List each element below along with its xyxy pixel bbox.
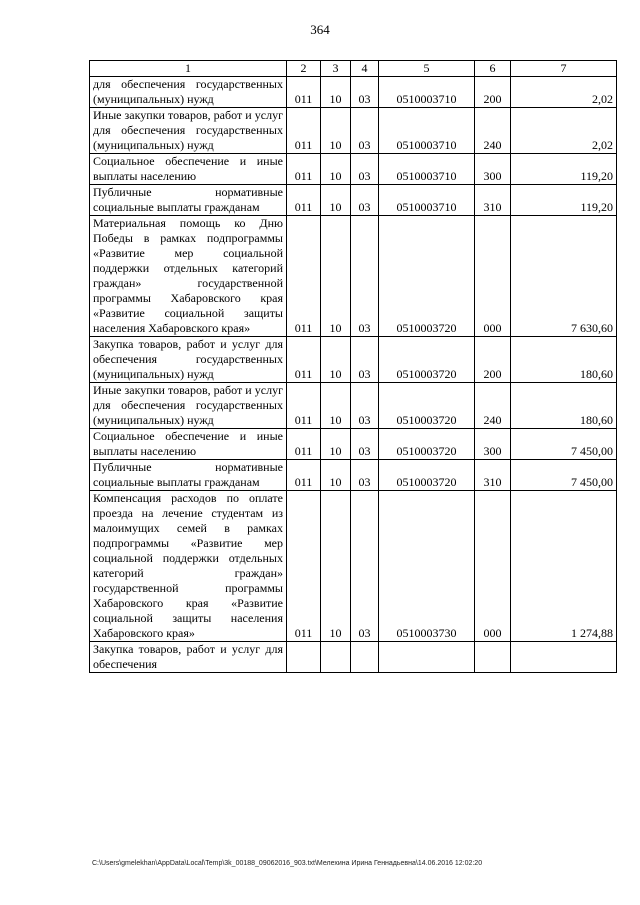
row-target-article	[379, 642, 475, 673]
table-row	[90, 77, 617, 108]
row-ministry-code: 011	[287, 108, 321, 154]
row-amount: 180,60	[511, 337, 617, 383]
row-name: Иные закупки товаров, работ и услуг для обеспечения государственных (муниципальных) нужд	[90, 108, 287, 154]
row-amount: 119,20	[511, 185, 617, 216]
header-row	[90, 61, 617, 77]
row-section: 10	[321, 337, 351, 383]
row-subsection: 03	[351, 108, 379, 154]
row-target-article: 0510003720	[379, 337, 475, 383]
row-target-article: 0510003710	[379, 77, 475, 108]
row-name: Социальное обеспечение и иные выплаты населению	[90, 429, 287, 460]
row-section: 10	[321, 185, 351, 216]
row-target-article: 0510003710	[379, 154, 475, 185]
row-amount: 180,60	[511, 383, 617, 429]
row-section: 10	[321, 77, 351, 108]
row-expense-type: 200	[475, 337, 511, 383]
row-expense-type: 310	[475, 460, 511, 491]
row-amount: 119,20	[511, 154, 617, 185]
row-name: Компенсация расходов по оплате проезда на лечение студентам из малоимущих семей в рамках подпрограммы «Развитие мер социальной поддержки отдельных категорий граждан» государственной программы Хабаровского края «Развитие социальной защиты населения Хабаровского края»	[90, 491, 287, 642]
row-ministry-code: 011	[287, 429, 321, 460]
table-row	[90, 383, 617, 429]
row-expense-type: 300	[475, 154, 511, 185]
row-target-article: 0510003720	[379, 429, 475, 460]
row-amount: 7 450,00	[511, 429, 617, 460]
table-row	[90, 154, 617, 185]
row-section: 10	[321, 216, 351, 337]
file-path-footer: C:\Users\gmelekhan\AppData\Local\Temp\3k_00188_09062016_903.txt\Мелехина Ирина Геннадьевна\14.06.2016 12:02:20	[92, 860, 483, 867]
row-target-article: 0510003710	[379, 185, 475, 216]
row-subsection: 03	[351, 216, 379, 337]
row-section	[321, 642, 351, 673]
row-expense-type: 310	[475, 185, 511, 216]
row-name: Социальное обеспечение и иные выплаты населению	[90, 154, 287, 185]
row-ministry-code: 011	[287, 154, 321, 185]
row-ministry-code	[287, 642, 321, 673]
row-name: для обеспечения государственных (муниципальных) нужд	[90, 77, 287, 108]
budget-table	[89, 60, 617, 673]
table-row	[90, 337, 617, 383]
row-ministry-code: 011	[287, 460, 321, 491]
row-subsection: 03	[351, 154, 379, 185]
row-expense-type	[475, 642, 511, 673]
row-name: Закупка товаров, работ и услуг для обеспечения	[90, 642, 287, 673]
table-row	[90, 185, 617, 216]
row-amount	[511, 642, 617, 673]
column-header-1: 1	[90, 61, 287, 77]
row-subsection: 03	[351, 429, 379, 460]
table-row	[90, 108, 617, 154]
row-amount: 7 450,00	[511, 460, 617, 491]
row-subsection: 03	[351, 491, 379, 642]
row-name: Закупка товаров, работ и услуг для обеспечения государственных (муниципальных) нужд	[90, 337, 287, 383]
column-header-2: 2	[287, 61, 321, 77]
row-expense-type: 300	[475, 429, 511, 460]
table-row	[90, 642, 617, 673]
row-expense-type: 000	[475, 491, 511, 642]
row-section: 10	[321, 460, 351, 491]
row-name: Материальная помощь ко Дню Победы в рамках подпрограммы «Развитие мер социальной поддержки отдельных категорий граждан» государственной программы Хабаровского края «Развитие социальной защиты населения Хабаровского края»	[90, 216, 287, 337]
row-name: Публичные нормативные социальные выплаты гражданам	[90, 460, 287, 491]
row-subsection: 03	[351, 383, 379, 429]
row-target-article: 0510003720	[379, 216, 475, 337]
row-ministry-code: 011	[287, 77, 321, 108]
table-row	[90, 429, 617, 460]
table-row	[90, 216, 617, 337]
row-subsection: 03	[351, 460, 379, 491]
row-target-article: 0510003710	[379, 108, 475, 154]
table-row	[90, 491, 617, 642]
row-subsection: 03	[351, 337, 379, 383]
row-section: 10	[321, 429, 351, 460]
column-header-3: 3	[321, 61, 351, 77]
row-expense-type: 240	[475, 383, 511, 429]
row-amount: 7 630,60	[511, 216, 617, 337]
row-ministry-code: 011	[287, 383, 321, 429]
table-row	[90, 460, 617, 491]
page-number: 364	[310, 22, 330, 37]
row-target-article: 0510003730	[379, 491, 475, 642]
row-amount: 2,02	[511, 108, 617, 154]
row-expense-type: 200	[475, 77, 511, 108]
row-target-article: 0510003720	[379, 460, 475, 491]
row-subsection: 03	[351, 185, 379, 216]
row-section: 10	[321, 383, 351, 429]
column-header-4: 4	[351, 61, 379, 77]
row-section: 10	[321, 491, 351, 642]
row-section: 10	[321, 108, 351, 154]
row-subsection: 03	[351, 77, 379, 108]
row-name: Публичные нормативные социальные выплаты гражданам	[90, 185, 287, 216]
row-expense-type: 240	[475, 108, 511, 154]
row-expense-type: 000	[475, 216, 511, 337]
row-target-article: 0510003720	[379, 383, 475, 429]
row-amount: 2,02	[511, 77, 617, 108]
row-ministry-code: 011	[287, 216, 321, 337]
column-header-7: 7	[511, 61, 617, 77]
row-ministry-code: 011	[287, 185, 321, 216]
row-ministry-code: 011	[287, 337, 321, 383]
column-header-6: 6	[475, 61, 511, 77]
column-header-5: 5	[379, 61, 475, 77]
row-subsection	[351, 642, 379, 673]
row-ministry-code: 011	[287, 491, 321, 642]
row-section: 10	[321, 154, 351, 185]
row-name: Иные закупки товаров, работ и услуг для обеспечения государственных (муниципальных) нужд	[90, 383, 287, 429]
row-amount: 1 274,88	[511, 491, 617, 642]
